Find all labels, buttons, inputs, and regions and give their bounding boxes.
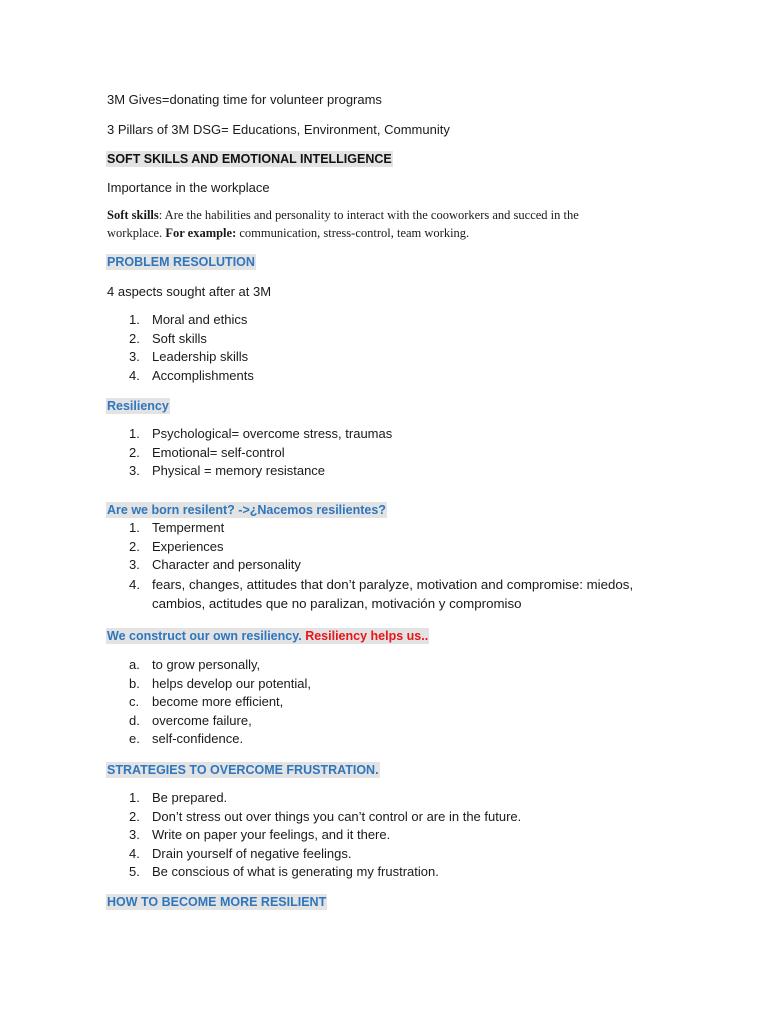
list-item [107,656,647,675]
problem-resolution-heading [106,254,256,270]
aspects-intro-line: 4 aspects sought after at 3M [107,284,272,299]
list-item [107,348,647,367]
list-marker: 2. [129,444,140,460]
soft-skills-heading [106,151,393,167]
list-item [107,712,647,731]
list-item [107,826,647,845]
pillars-line: 3 Pillars of 3M DSG= Educations, Environment, Community [107,122,450,137]
soft-skills-term: Soft skills [107,208,159,222]
born-resilient-list [107,519,647,613]
list-item-text: become more efficient, [152,694,284,710]
become-resilient-heading [106,894,327,910]
list-item [107,538,647,557]
strategies-list [107,789,647,882]
resiliency-heading [106,398,170,414]
list-item [107,730,647,749]
resiliency-heading-text: Resiliency [107,399,169,413]
list-marker: 4. [129,845,140,861]
soft-skills-body: : Are the habilities and personality to interact with the cooworkers and succed in the workplace. [107,208,579,240]
resiliency-list [107,425,647,481]
list-item-text: Soft skills [152,330,207,346]
list-item-text: Character and personality [152,557,301,573]
list-marker: 4. [129,576,141,592]
list-item-text: overcome failure, [152,712,252,728]
list-item-text: Write on paper your feelings, and it there. [152,827,391,843]
list-item-text: Experiences [152,538,224,554]
list-item-text: Moral and ethics [152,312,248,327]
list-item [107,575,647,613]
list-marker: 1. [129,426,140,441]
construct-heading-red: Resiliency helps us.. [301,629,429,643]
example-label: For example: [165,226,237,240]
become-resilient-heading-text: HOW TO BECOME MORE RESILIENT [107,895,327,909]
list-marker: 5. [129,864,140,880]
list-marker: 3. [129,349,140,365]
list-item [107,845,647,864]
list-item-text: Be conscious of what is generating my frustration. [152,864,439,880]
construct-resiliency-heading [106,628,429,644]
list-item [107,444,647,463]
list-marker: b. [129,675,140,691]
problem-resolution-heading-text: PROBLEM RESOLUTION [107,255,255,269]
list-item-text: Physical = memory resistance [152,463,326,479]
list-item-text: Emotional= self-control [152,444,285,460]
list-marker: c. [129,694,140,710]
list-marker: 2. [129,538,140,554]
list-item-text: to grow personally, [152,657,261,672]
born-resilient-heading [106,502,387,518]
list-item-text: Accomplishments [152,367,254,383]
list-item [107,863,647,882]
list-item [107,330,647,349]
born-resilient-heading-text: Are we born resilent? ->¿Nacemos resilientes? [107,503,386,517]
list-marker: 1. [129,520,140,535]
construct-resiliency-heading-text [106,628,429,644]
list-item-text: Don’t stress out over things you can’t control or are in the future. [152,808,522,824]
list-item [107,425,647,444]
example-body: communication, stress-control, team working. [236,226,470,240]
list-marker: 1. [129,312,140,327]
resiliency-helps-list [107,656,647,749]
list-item-text: fears, changes, attitudes that don’t paralyze, motivation and compromise: miedos, cambios, actitudes que no paralizan, motivación y compromiso [152,576,634,611]
list-marker: e. [129,731,140,747]
list-item [107,556,647,575]
list-item-text: Drain yourself of negative feelings. [152,845,352,861]
list-item [107,693,647,712]
list-item-text: Leadership skills [152,349,249,365]
soft-skills-definition [107,206,627,242]
list-item [107,789,647,808]
list-item [107,367,647,386]
aspects-list [107,311,647,385]
list-item [107,519,647,538]
list-marker: 2. [129,808,140,824]
list-item-text: helps develop our potential, [152,675,312,691]
list-marker: 4. [129,367,140,383]
list-item [107,675,647,694]
list-item-text: Be prepared. [152,790,228,805]
soft-skills-heading-text: SOFT SKILLS AND EMOTIONAL INTELLIGENCE [107,152,392,166]
list-item-text: self-confidence. [152,731,244,747]
importance-line: Importance in the workplace [107,180,270,195]
list-item [107,462,647,481]
list-marker: a. [129,657,140,672]
list-marker: 3. [129,827,140,843]
list-marker: 3. [129,557,140,573]
list-marker: d. [129,712,140,728]
list-item-text: Psychological= overcome stress, traumas [152,426,393,441]
list-item-text: Temperment [152,520,225,535]
list-item [107,311,647,330]
strategies-heading [106,762,380,778]
list-marker: 2. [129,330,140,346]
list-marker: 3. [129,463,140,479]
list-item [107,808,647,827]
strategies-heading-text: STRATEGIES TO OVERCOME FRUSTRATION. [107,763,379,777]
gives-line: 3M Gives=donating time for volunteer programs [107,92,382,107]
construct-heading-blue: We construct our own resiliency. [107,629,302,643]
list-marker: 1. [129,790,140,805]
